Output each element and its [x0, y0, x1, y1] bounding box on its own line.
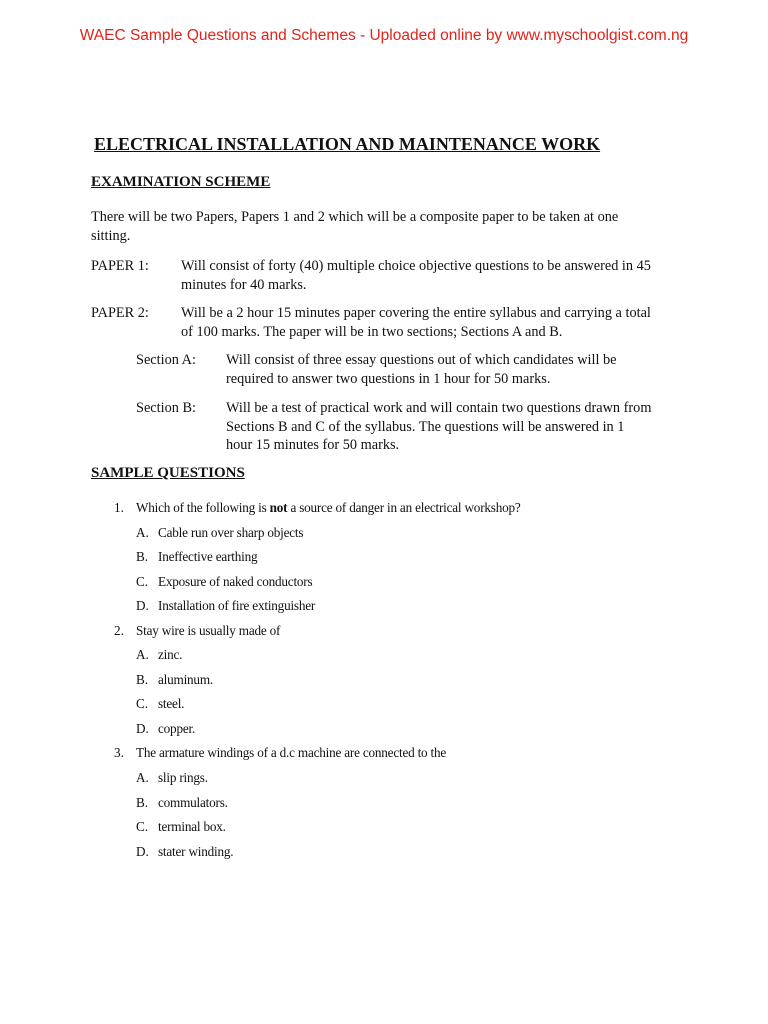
option-text: Cable run over sharp objects [158, 525, 304, 540]
option-letter: D. [136, 721, 149, 736]
scheme-intro [91, 208, 618, 245]
section-a-label: Section A: [136, 352, 196, 368]
section-b-label: Section B: [136, 400, 196, 416]
option-letter: B. [136, 549, 149, 564]
option-text: copper. [158, 721, 196, 736]
paper2-description [181, 304, 651, 341]
section-a-line: required to answer two questions in 1 hour for 50 marks. [226, 370, 551, 387]
option-text: aluminum. [158, 672, 213, 687]
option-letter: B. [136, 795, 149, 810]
option-text: commulators. [158, 795, 228, 810]
question-text-part: Which of the following is [136, 500, 270, 515]
section-a-line: Will consist of three essay questions out of which candidates will be [226, 352, 617, 368]
paper1-description [181, 257, 651, 294]
question-text-emphasis: not [269, 500, 288, 515]
option-text: slip rings. [158, 770, 208, 785]
question-text [136, 500, 521, 516]
option-text: Installation of fire extinguisher [158, 598, 316, 613]
option-letter: D. [136, 844, 149, 859]
paper2-line: Will be a 2 hour 15 minutes paper covering the entire syllabus and carrying a total [181, 305, 651, 321]
option-letter: A. [136, 770, 149, 785]
section-a-description [226, 351, 617, 388]
question-number: 1. [114, 500, 124, 515]
paper2-line: of 100 marks. The paper will be in two sections; Sections A and B. [181, 323, 563, 340]
option-text: Ineffective earthing [158, 549, 258, 564]
option-letter: C. [136, 696, 149, 711]
section-b-line: Will be a test of practical work and will contain two questions drawn from [226, 400, 652, 416]
question-text: Stay wire is usually made of [136, 623, 281, 638]
option-letter: C. [136, 819, 149, 834]
question-number: 2. [114, 623, 124, 638]
paper1-label: PAPER 1: [91, 258, 149, 274]
page-title: ELECTRICAL INSTALLATION AND MAINTENANCE WORK [94, 134, 601, 154]
section-b-line: hour 15 minutes for 50 marks. [226, 437, 400, 453]
option-letter: A. [136, 647, 149, 662]
question-text-part: a source of danger in an electrical workshop? [287, 500, 521, 515]
option-text: steel. [158, 696, 185, 711]
option-letter: C. [136, 574, 149, 589]
option-text: stater winding. [158, 844, 234, 859]
option-text: Exposure of naked conductors [158, 574, 313, 589]
paper2-label: PAPER 2: [91, 305, 149, 321]
paper1-line: minutes for 40 marks. [181, 276, 307, 293]
question-text: The armature windings of a d.c machine are connected to the [136, 745, 447, 760]
option-letter: B. [136, 672, 149, 687]
paper1-line: Will consist of forty (40) multiple choice objective questions to be answered in 45 [181, 258, 651, 274]
question-number: 3. [114, 745, 124, 760]
section-b-description [226, 399, 651, 455]
section-b-line: Sections B and C of the syllabus. The questions will be answered in 1 [226, 418, 625, 435]
watermark-header: WAEC Sample Questions and Schemes - Uploaded online by www.myschoolgist.com.ng [79, 27, 689, 44]
scheme-intro-line: There will be two Papers, Papers 1 and 2 which will be a composite paper to be taken at one [91, 209, 619, 225]
option-letter: A. [136, 525, 149, 540]
scheme-intro-line: sitting. [91, 227, 131, 244]
sample-questions-heading: SAMPLE QUESTIONS [91, 465, 245, 481]
option-text: terminal box. [158, 819, 226, 834]
option-text: zinc. [158, 647, 183, 662]
option-letter: D. [136, 598, 149, 613]
examination-scheme-heading: EXAMINATION SCHEME [91, 174, 271, 190]
